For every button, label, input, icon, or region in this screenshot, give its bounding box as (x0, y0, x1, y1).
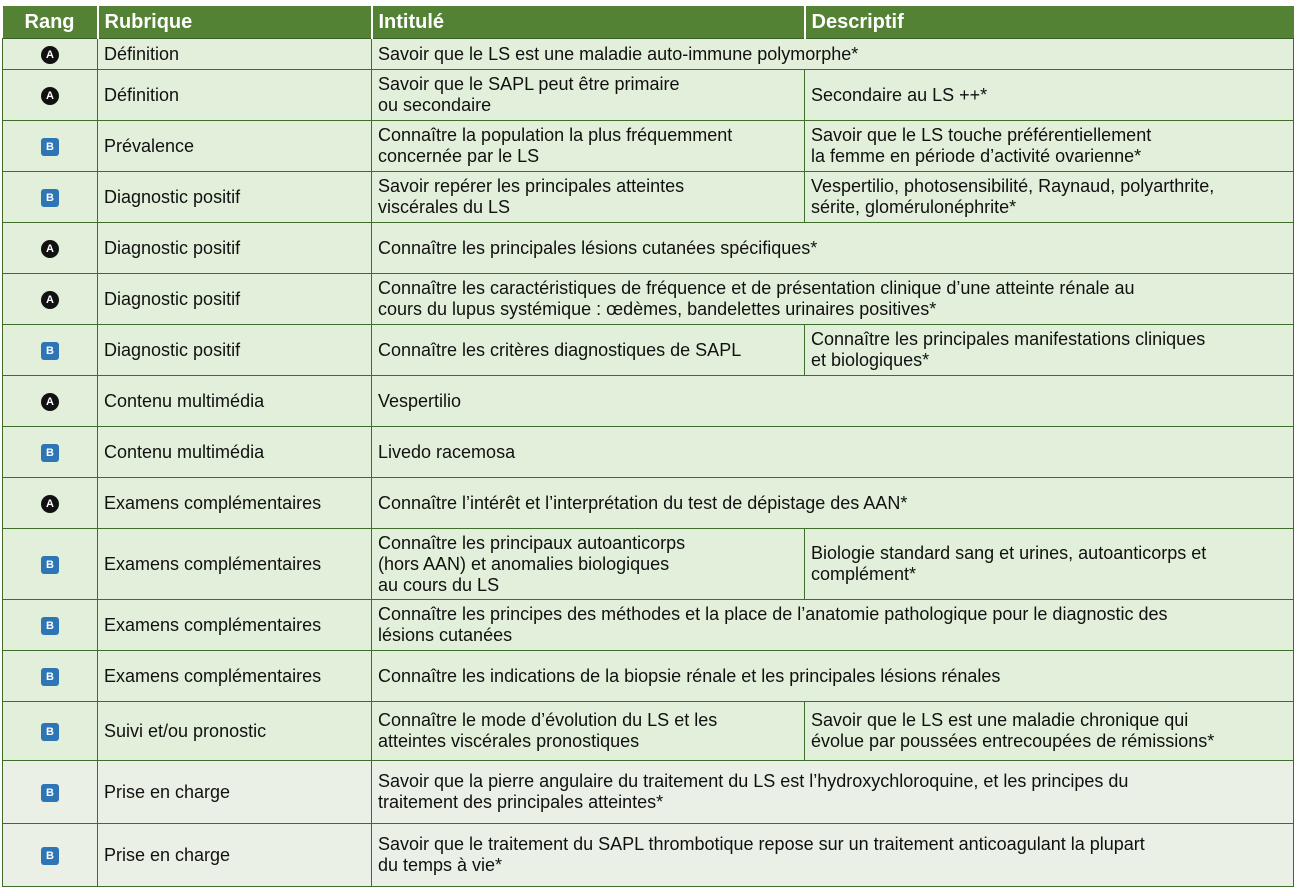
rubrique-cell: Examens complémentaires (98, 651, 372, 702)
descriptif-cell: Connaître les principales manifestations cliniques et biologiques* (805, 325, 1294, 376)
rang-cell (3, 478, 98, 529)
rubrique-cell: Prise en charge (98, 824, 372, 887)
table-row (3, 223, 1294, 274)
intitule-cell: Connaître les caractéristiques de fréquence et de présentation clinique d’une atteinte rénale au cours du lupus systémique : œdèmes, bandelettes urinaires positives* (372, 274, 1294, 325)
rubrique-cell: Prise en charge (98, 761, 372, 824)
rank-a-badge-icon: A (41, 240, 59, 258)
intitule-cell: Connaître la population la plus fréquemment concernée par le LS (372, 121, 805, 172)
rubrique-cell: Contenu multimédia (98, 427, 372, 478)
table-row (3, 274, 1294, 325)
table-row (3, 172, 1294, 223)
intitule-cell: Savoir que le traitement du SAPL thrombotique repose sur un traitement anticoagulant la plupart du temps à vie* (372, 824, 1294, 887)
table-row (3, 824, 1294, 887)
rang-cell (3, 824, 98, 887)
intitule-cell: Connaître le mode d’évolution du LS et les atteintes viscérales pronostiques (372, 702, 805, 761)
rang-cell (3, 600, 98, 651)
rang-cell (3, 223, 98, 274)
table-row (3, 121, 1294, 172)
rubrique-cell: Définition (98, 70, 372, 121)
rang-cell (3, 70, 98, 121)
rank-a-badge-icon: A (41, 87, 59, 105)
rank-a-badge-icon: A (41, 495, 59, 513)
descriptif-cell: Savoir que le LS touche préférentiellement la femme en période d’activité ovarienne* (805, 121, 1294, 172)
intitule-cell: Livedo racemosa (372, 427, 1294, 478)
rank-b-badge-icon: B (41, 784, 59, 802)
rubrique-cell: Examens complémentaires (98, 600, 372, 651)
rubrique-cell: Prévalence (98, 121, 372, 172)
rubrique-cell: Diagnostic positif (98, 274, 372, 325)
rang-cell (3, 121, 98, 172)
rubrique-cell: Examens complémentaires (98, 529, 372, 600)
rank-b-badge-icon: B (41, 847, 59, 865)
table-row (3, 600, 1294, 651)
table-row (3, 70, 1294, 121)
table-row (3, 39, 1294, 70)
descriptif-cell: Vespertilio, photosensibilité, Raynaud, polyarthrite, sérite, glomérulonéphrite* (805, 172, 1294, 223)
intitule-cell: Savoir que la pierre angulaire du traitement du LS est l’hydroxychloroquine, et les principes du traitement des principales atteintes* (372, 761, 1294, 824)
table-row (3, 427, 1294, 478)
rang-cell (3, 427, 98, 478)
rank-b-badge-icon: B (41, 444, 59, 462)
rank-b-badge-icon: B (41, 556, 59, 574)
rank-b-badge-icon: B (41, 668, 59, 686)
rank-a-badge-icon: A (41, 291, 59, 309)
intitule-cell: Connaître les principales lésions cutanées spécifiques* (372, 223, 1294, 274)
rang-cell (3, 651, 98, 702)
rang-cell (3, 274, 98, 325)
rubrique-cell: Contenu multimédia (98, 376, 372, 427)
header-rang: Rang (3, 6, 98, 39)
intitule-cell: Connaître l’intérêt et l’interprétation du test de dépistage des AAN* (372, 478, 1294, 529)
intitule-cell: Savoir que le SAPL peut être primaire ou secondaire (372, 70, 805, 121)
intitule-cell: Connaître les critères diagnostiques de SAPL (372, 325, 805, 376)
rang-cell (3, 702, 98, 761)
rank-b-badge-icon: B (41, 723, 59, 741)
rank-b-badge-icon: B (41, 138, 59, 156)
table-row (3, 478, 1294, 529)
rank-b-badge-icon: B (41, 617, 59, 635)
rang-cell (3, 172, 98, 223)
table-row (3, 651, 1294, 702)
objectives-table (2, 6, 1294, 887)
table-row (3, 376, 1294, 427)
table-body (3, 39, 1294, 887)
rank-a-badge-icon: A (41, 46, 59, 64)
header-descriptif: Descriptif (805, 6, 1294, 39)
intitule-cell: Savoir repérer les principales atteintes viscérales du LS (372, 172, 805, 223)
table-row (3, 761, 1294, 824)
intitule-cell: Connaître les principes des méthodes et la place de l’anatomie pathologique pour le diagnostic des lésions cutanées (372, 600, 1294, 651)
rubrique-cell: Diagnostic positif (98, 325, 372, 376)
table-row (3, 702, 1294, 761)
descriptif-cell: Savoir que le LS est une maladie chronique qui évolue par poussées entrecoupées de rémissions* (805, 702, 1294, 761)
rubrique-cell: Définition (98, 39, 372, 70)
intitule-cell: Savoir que le LS est une maladie auto-immune polymorphe* (372, 39, 1294, 70)
rank-b-badge-icon: B (41, 189, 59, 207)
descriptif-cell: Secondaire au LS ++* (805, 70, 1294, 121)
rang-cell (3, 376, 98, 427)
rang-cell (3, 529, 98, 600)
table-row (3, 529, 1294, 600)
rank-a-badge-icon: A (41, 393, 59, 411)
table-row (3, 325, 1294, 376)
rang-cell (3, 761, 98, 824)
table-header-row (3, 6, 1294, 39)
intitule-cell: Vespertilio (372, 376, 1294, 427)
rubrique-cell: Suivi et/ou pronostic (98, 702, 372, 761)
header-intitule: Intitulé (372, 6, 805, 39)
header-rubrique: Rubrique (98, 6, 372, 39)
rubrique-cell: Diagnostic positif (98, 172, 372, 223)
rubrique-cell: Examens complémentaires (98, 478, 372, 529)
rang-cell (3, 325, 98, 376)
rubrique-cell: Diagnostic positif (98, 223, 372, 274)
rank-b-badge-icon: B (41, 342, 59, 360)
rang-cell (3, 39, 98, 70)
intitule-cell: Connaître les indications de la biopsie rénale et les principales lésions rénales (372, 651, 1294, 702)
descriptif-cell: Biologie standard sang et urines, autoanticorps et complément* (805, 529, 1294, 600)
intitule-cell: Connaître les principaux autoanticorps (hors AAN) et anomalies biologiques au cours du LS (372, 529, 805, 600)
